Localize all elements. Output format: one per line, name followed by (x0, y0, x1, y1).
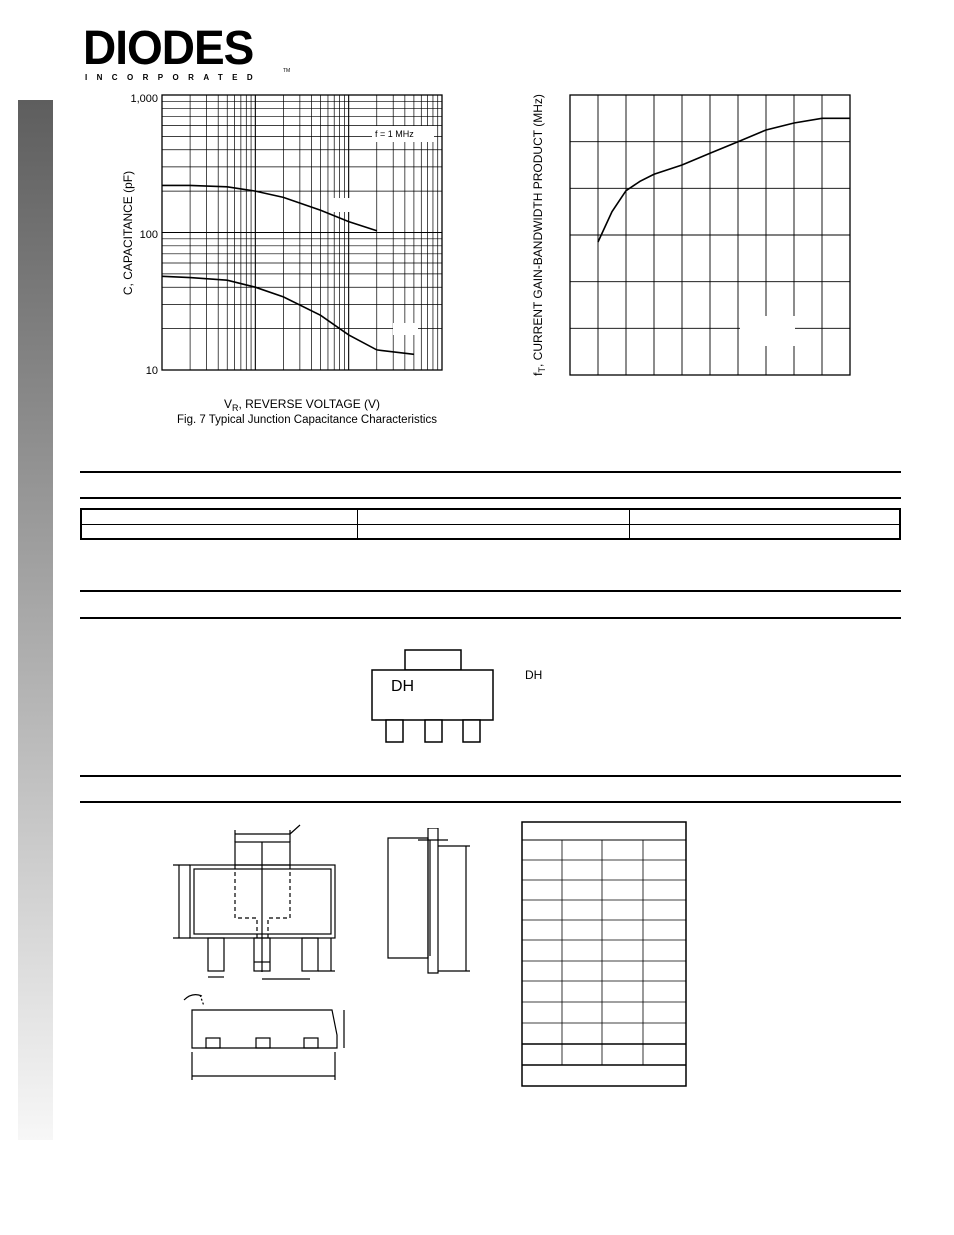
fig8-grid (570, 95, 850, 375)
fig7-label-gap-2 (393, 323, 418, 335)
package-end-view (172, 990, 362, 1085)
fig7-ytick-100: 100 (139, 229, 158, 241)
top-view-lead-3 (302, 938, 318, 971)
end-view-lead-3 (304, 1038, 318, 1048)
dimensions-table (520, 820, 688, 1088)
fig7-label-gap (332, 198, 357, 212)
fig7-ytick-1000: 1,000 (130, 93, 158, 105)
side-view-body (388, 838, 428, 958)
dim-leader (290, 825, 300, 834)
diodes-logo (83, 19, 293, 86)
outline-section-top-rule (80, 775, 901, 777)
logo-trademark: TM (283, 68, 291, 74)
ordering-table-header-divider (82, 524, 899, 525)
outline-section-bottom-rule (80, 801, 901, 803)
package-top-view (165, 822, 355, 992)
marking-section-bottom-rule (80, 617, 901, 619)
dim-angle (200, 995, 204, 1006)
dimensions-table-grid (522, 822, 686, 1086)
marking-lead-1 (386, 720, 403, 742)
ordering-table-col-divider-1 (357, 510, 358, 538)
ordering-section-top-rule (80, 471, 901, 473)
fig7-y-axis-label: C, CAPACITANCE (pF) (121, 170, 135, 296)
fig8-bandwidth-chart (520, 88, 860, 428)
marking-code-legend: DH (525, 668, 543, 682)
marking-tab (405, 650, 461, 670)
end-view-lead-2 (256, 1038, 270, 1048)
ordering-info-table (80, 508, 901, 540)
dim-angle-arc (184, 995, 202, 1000)
logo-subtitle: INCORPORATED (85, 73, 263, 82)
fig8-y-axis-label: $f_T$, CURRENT GAIN-BANDWIDTH PRODUCT (MHz) (531, 94, 547, 376)
package-side-view (378, 828, 478, 978)
logo-wordmark: DIODES (83, 19, 254, 75)
marking-lead-3 (463, 720, 480, 742)
fig8-label-gap (740, 316, 795, 346)
marking-lead-2 (425, 720, 442, 742)
fig7-series-lines (162, 185, 414, 354)
marking-code-on-package: DH (391, 678, 415, 695)
side-gradient-bar (18, 100, 53, 1140)
ordering-section-bottom-rule (80, 497, 901, 499)
end-view-body (192, 1010, 337, 1048)
fig8-series-lines (598, 118, 850, 242)
marking-diagram (365, 645, 565, 745)
fig7-caption: Fig. 7 Typical Junction Capacitance Characteristics (177, 414, 437, 426)
fig8-series-1 (598, 118, 850, 242)
fig7-ytick-10: 10 (145, 365, 158, 377)
fig7-annotation: f = 1 MHz (375, 129, 414, 139)
top-view-lead-1 (208, 938, 224, 971)
ordering-table-col-divider-2 (629, 510, 630, 538)
dim-table-frame (522, 822, 686, 1086)
end-view-lead-1 (206, 1038, 220, 1048)
fig7-x-axis-label: $V_R$, REVERSE VOLTAGE (V) (223, 397, 381, 413)
fig7-capacitance-chart (100, 88, 460, 433)
marking-section-top-rule (80, 590, 901, 592)
fig7-series-2 (162, 276, 414, 354)
